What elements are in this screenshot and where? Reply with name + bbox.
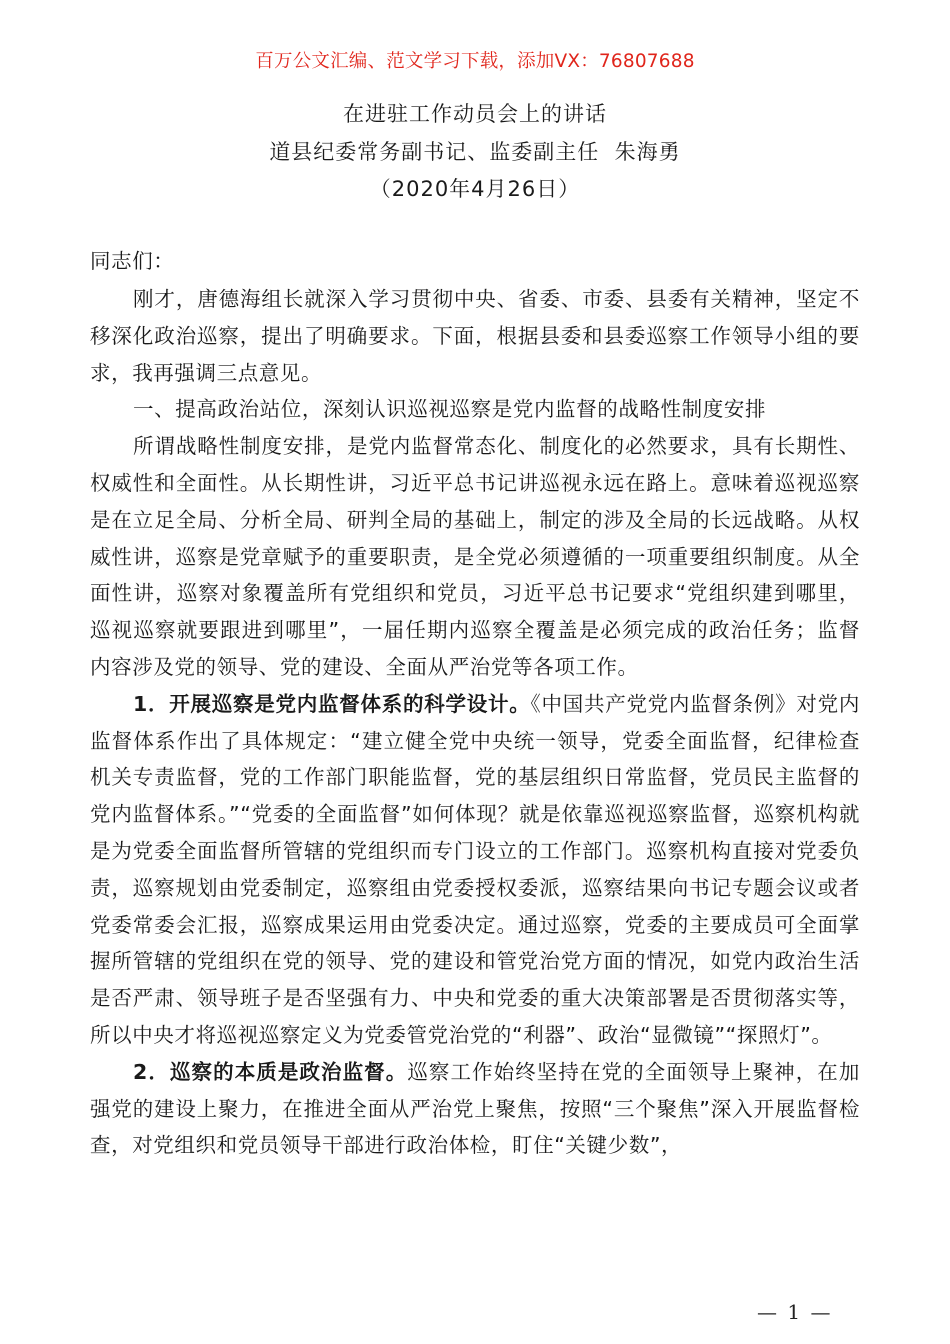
speech-date: （2020年4月26日） (369, 177, 581, 201)
section-heading-1: 一、提高政治站位，深刻认识巡视巡察是党内监督的战略性制度安排 (133, 397, 767, 422)
point-2-text: 巡察工作始终坚持在党的全面领导上聚神，在加强党的建设上聚力，在推进全面从严治党上聚焦，按照“三个聚焦”深入开展监督检查，对党组织和党员领导干部进行政治体检，盯住“关键少数”， (90, 1059, 860, 1158)
document-body (90, 281, 860, 1164)
page-number: — 1 — (757, 1300, 833, 1324)
point-1-lead: 1．开展巡察是党内监督体系的科学设计。 (133, 691, 531, 716)
paragraph-point-1 (90, 686, 860, 1054)
watermark-banner: 百万公文汇编、范文学习下载，添加VX：76807688 (255, 51, 695, 72)
point-1-text: 《中国共产党党内监督条例》对党内监督体系作出了具体规定：“建立健全党中央统一领导，党委全面监督，纪律检查机关专责监督，党的工作部门职能监督，党的基层组织日常监督，党员民主监督的党内监督体系。”“党委的全面监督”如何体现？就是依靠巡视巡察监督，巡察机构就是为党委全面监督所管辖的党组织而专门设立的工作部门。巡察机构直接对党委负责，巡察规划由党委制定，巡察组由党委授权委派，巡察结果向书记专题会议或者党委常委会汇报，巡察成果运用由党委决定。通过巡察，党委的主要成员可全面掌握所管辖的党组织在党的领导、党的建设和管党治党方面的情况，如党内政治生活是否严肃、领导班子是否坚强有力、中央和党委的重大决策部署是否贯彻落实等，所以中央才将巡视巡察定义为党委管党治党的“利器”、政治“显微镜”“探照灯”。 (90, 691, 860, 1047)
speech-title: 在进驻工作动员会上的讲话 (343, 102, 607, 126)
paragraph-intro: 刚才，唐德海组长就深入学习贯彻中央、省委、市委、县委有关精神，坚定不移深化政治巡察，提出了明确要求。下面，根据县委和县委巡察工作领导小组的要求，我再强调三点意见。 (90, 287, 860, 385)
point-2-lead: 2．巡察的本质是政治监督。 (133, 1059, 408, 1084)
paragraph-strategic: 所谓战略性制度安排，是党内监督常态化、制度化的必然要求，具有长期性、权威性和全面性。从长期性讲，习近平总书记讲巡视永远在路上。意味着巡视巡察是在立足全局、分析全局、研判全局的基础上，制定的涉及全局的长远战略。从权威性讲，巡察是党章赋予的重要职责，是全党必须遵循的一项重要组织制度。从全面性讲，巡察对象覆盖所有党组织和党员，习近平总书记要求“党组织建到哪里，巡视巡察就要跟进到哪里”，一届任期内巡察全覆盖是必须完成的政治任务；监督内容涉及党的领导、党的建设、全面从严治党等各项工作。 (90, 434, 860, 679)
salutation: 同志们： (90, 249, 175, 273)
paragraph-point-2 (90, 1054, 860, 1164)
speaker-line: 道县纪委常务副书记、监委副主任 朱海勇 (269, 140, 681, 164)
